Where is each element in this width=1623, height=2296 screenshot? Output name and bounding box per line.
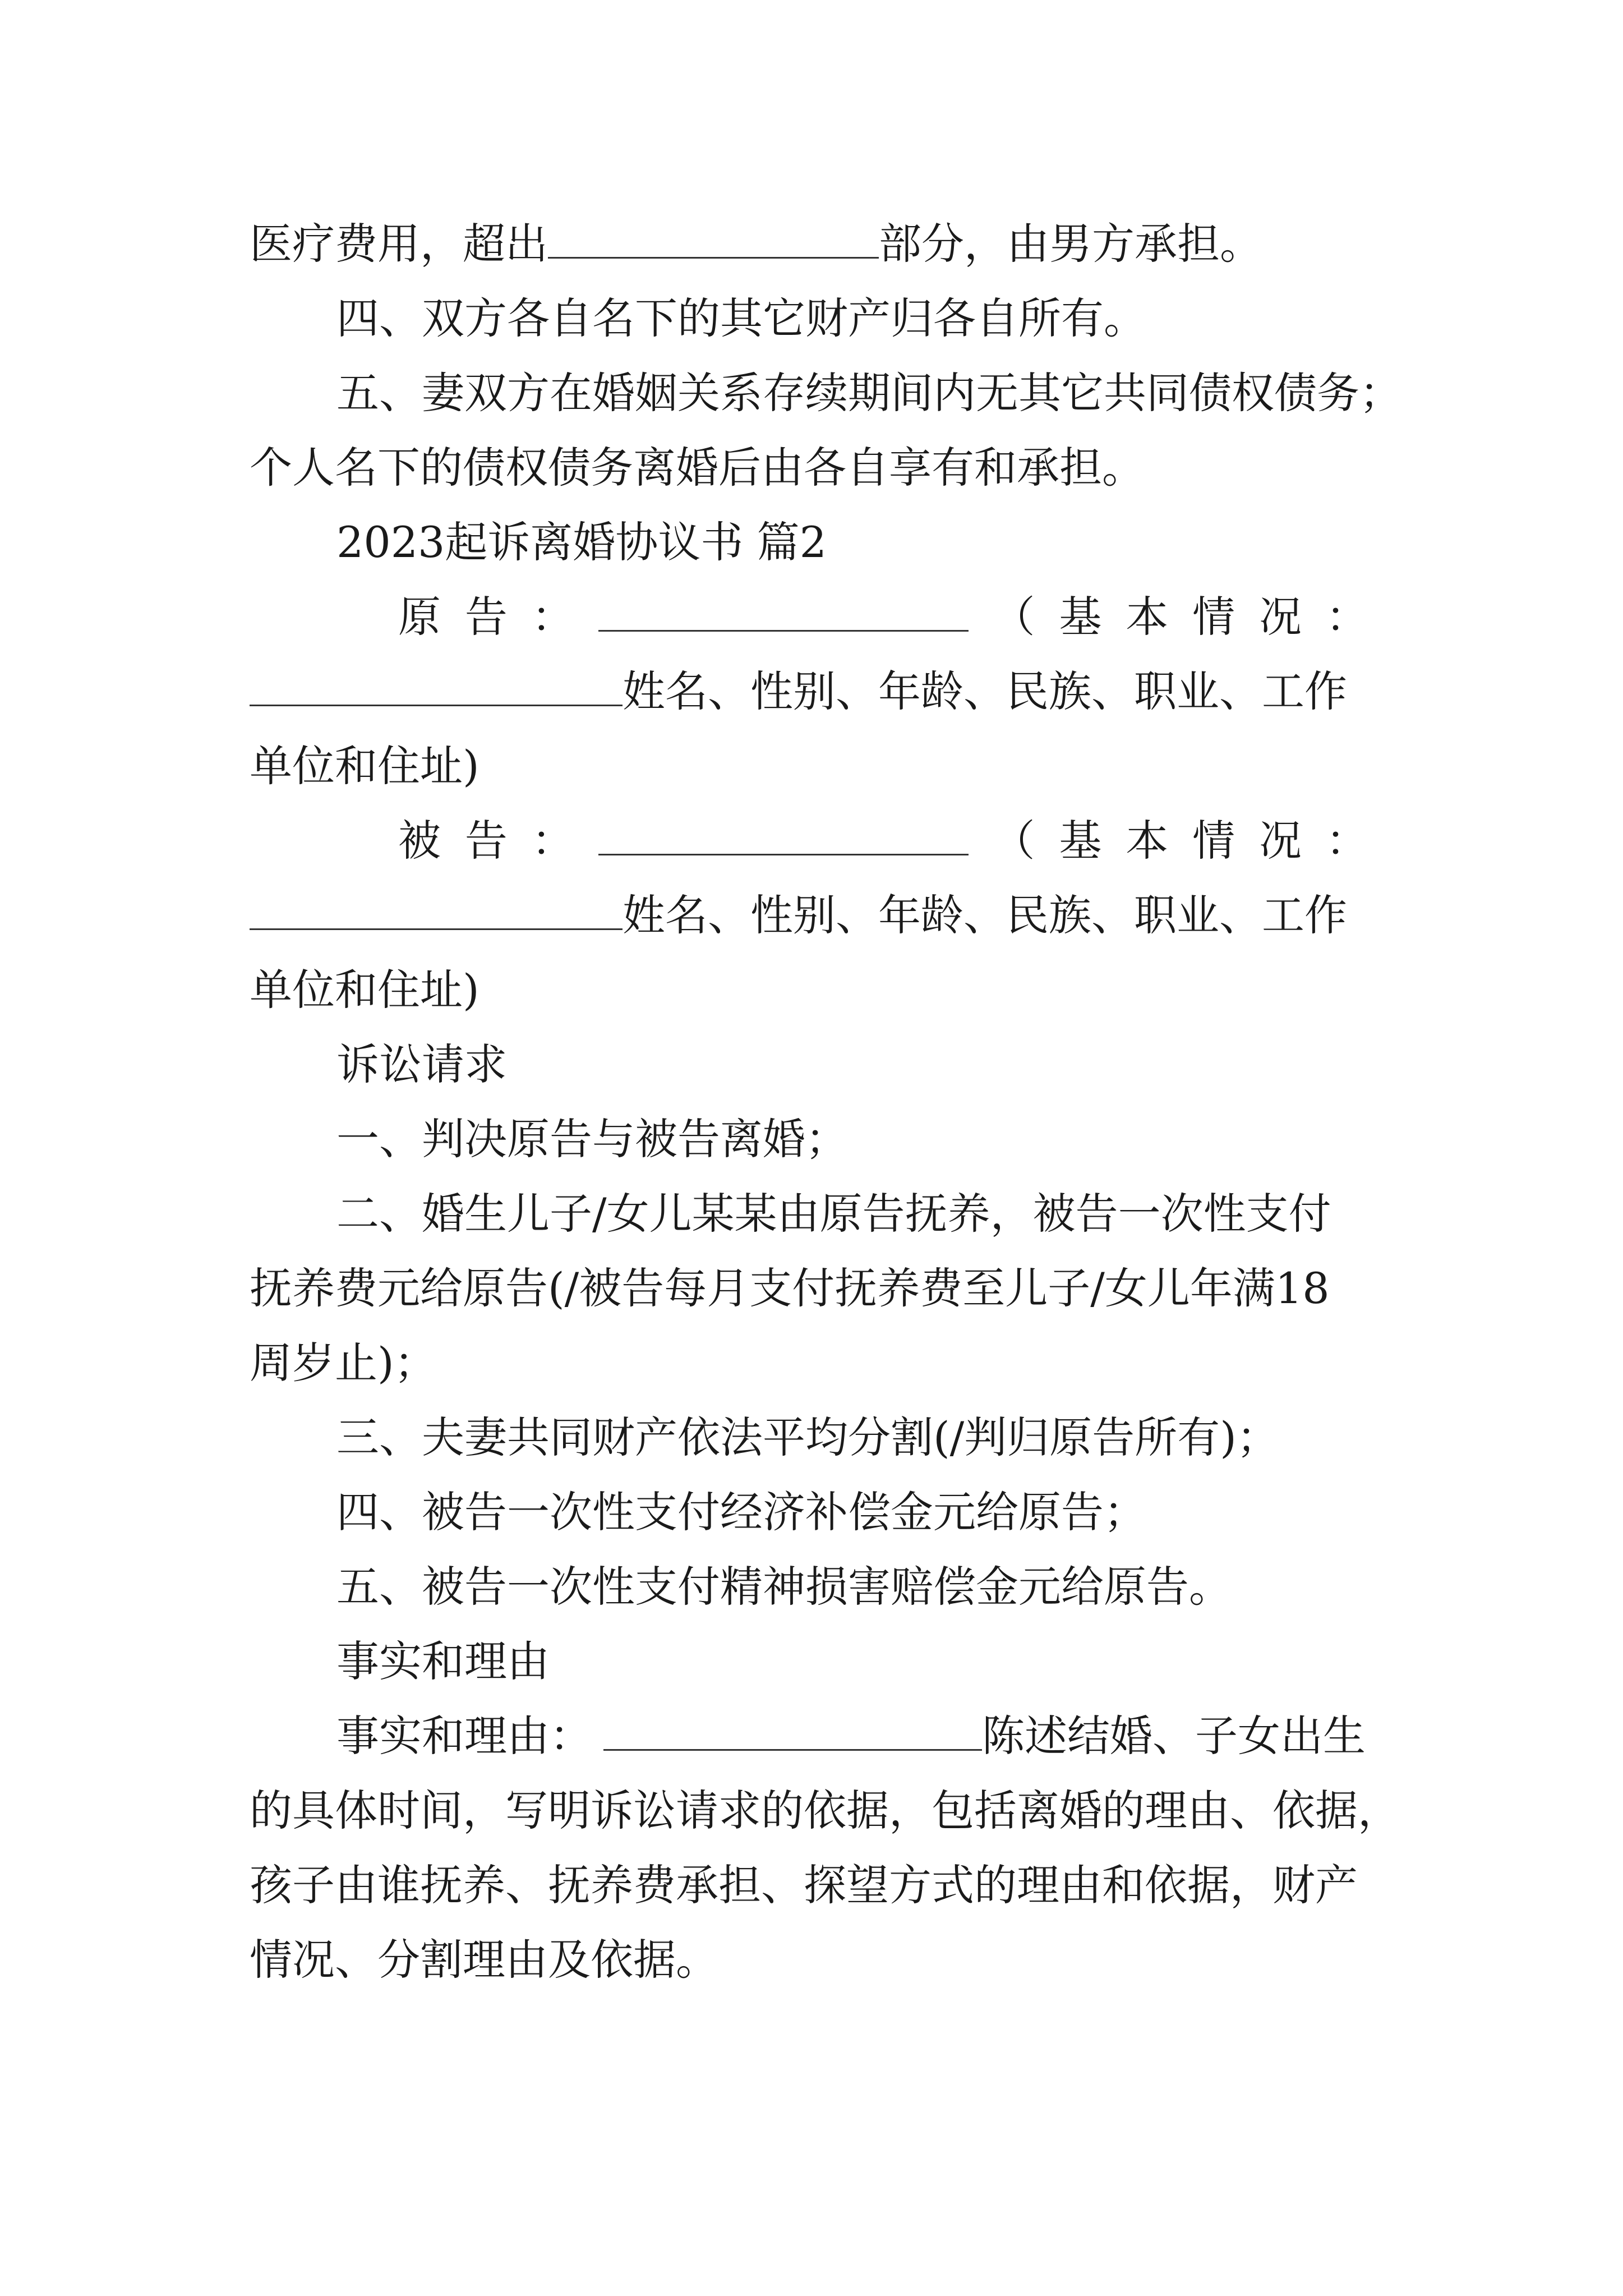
paragraph-line: 单位和住址) [250,965,479,1015]
blank-field [548,218,879,259]
paragraph-line: 四、被告一次性支付经济补偿金元给原告； [336,1487,1146,1537]
text-span: 事实和理由： [336,1711,592,1761]
paragraph-line [250,216,1382,272]
text-span: 陈述结婚、子女出生 [982,1711,1366,1761]
paragraph-line [250,887,1382,944]
label-char: 情 [1192,592,1235,642]
label-char: 告 [464,592,508,642]
text-span: 部分，由男方承担。 [879,219,1262,269]
paragraph-line: 情况、分割理由及依据。 [250,1935,718,1985]
paragraph-line [336,1708,1469,1764]
label-char: ： [1325,816,1368,866]
paragraph-line: 一、判决原告与被告离婚； [336,1114,848,1164]
section-heading: 事实和理由 [336,1636,550,1686]
label-char: 本 [1126,816,1169,866]
label-char: 被 [398,816,441,866]
paragraph-line: 五、被告一次性支付精神损害赔偿金元给原告。 [336,1562,1232,1612]
label-char: 本 [1126,592,1169,642]
label-char: 原 [398,592,441,642]
label-char: ： [531,592,574,642]
paragraph-line: 的具体时间，写明诉讼请求的依据，包括离婚的理由、依据， [250,1786,1400,1835]
label-char: 情 [1192,816,1235,866]
label-char: （ [992,592,1035,642]
label-char: 况 [1259,816,1302,866]
defendant-name-blank [598,815,969,855]
defendant-line [398,813,1368,869]
text-span: 姓名、性别、年龄、民族、职业、工作 [623,890,1347,940]
paragraph-line: 个人名下的债权债务离婚后由各自享有和承担。 [250,443,1145,493]
label-char: （ [992,816,1035,866]
paragraph-line: 三、夫妻共同财产依法平均分割(/判归原告所有)； [336,1412,1279,1462]
paragraph-line [250,664,1382,720]
paragraph-line: 孩子由谁抚养、抚养费承担、探望方式的理由和依据，财产 [250,1860,1358,1910]
paragraph-line: 周岁止)； [250,1338,437,1388]
text-span: 医疗费用，超出 [250,219,548,269]
paragraph-line: 二、婚生儿子/女儿某某由原告抚养，被告一次性支付 [336,1189,1331,1239]
label-char: ： [1325,592,1368,642]
paragraph-line: 四、双方各自名下的其它财产归各自所有。 [336,293,1146,343]
paragraph-line: 五、妻双方在婚姻关系存续期间内无其它共同债权债务； [336,368,1402,418]
blank-field [250,665,623,706]
blank-field [603,1710,982,1751]
paragraph-line: 单位和住址) [250,741,479,791]
blank-field [250,889,623,930]
section-heading: 2023起诉离婚协议书 篇2 [336,517,827,567]
label-char: 基 [1059,816,1102,866]
label-char: 基 [1059,592,1102,642]
label-char: 况 [1259,592,1302,642]
section-heading: 诉讼请求 [336,1039,507,1089]
plaintiff-name-blank [598,591,969,632]
paragraph-line: 抚养费元给原告(/被告每月支付抚养费至儿子/女儿年满18 [250,1263,1330,1313]
plaintiff-line [398,589,1368,645]
text-span: 姓名、性别、年龄、民族、职业、工作 [623,666,1347,716]
label-char: ： [531,816,574,866]
label-char: 告 [464,816,508,866]
